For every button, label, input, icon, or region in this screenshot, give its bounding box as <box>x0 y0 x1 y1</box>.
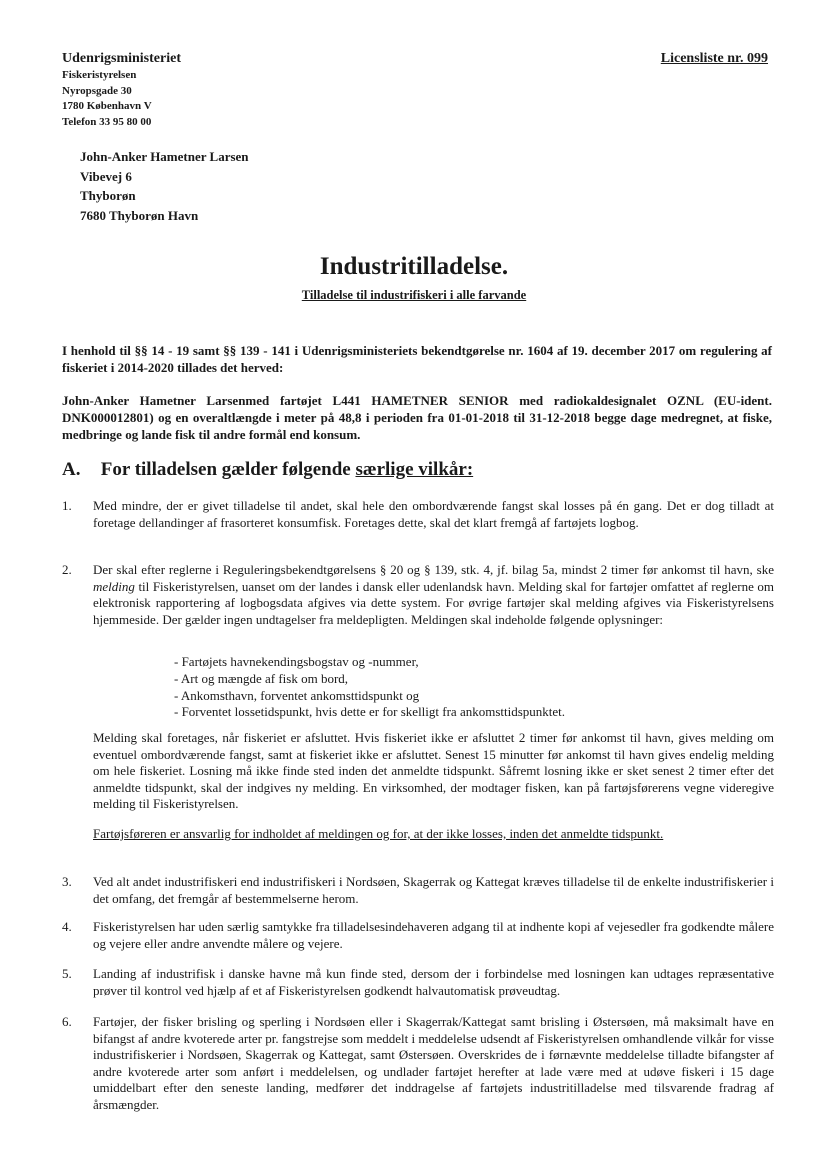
document-title: Industritilladelse. <box>319 253 509 280</box>
recipient-postal: 7680 Thyborøn Havn <box>80 207 199 223</box>
item-number: 3. <box>62 874 72 889</box>
item-text: Landing af industrifisk i danske havne må kun finde sted, dersom der i forbindelse med losningen kan udtages repræsentative prøver til kontrol ved hjælp af et af Fiskeristyrelsen godkendt halvautomatisk prøveudtag. <box>93 966 774 998</box>
sender-agency: Fiskeristyrelsen <box>62 69 137 81</box>
condition-item-3 <box>62 874 774 907</box>
item-2-paragraph-2: Melding skal foretages, når fiskeriet er afsluttet. Hvis fiskeriet ikke er afsluttet 2 timer før ankomst til havn, gives melding om eventuel ombordværende fangst, samt at fiskeriet ikke er afsluttet. Senest 15 minutter før ankomst til havn gives endelig melding om hele fiskeriet. Losning må ikke finde sted inden det anmeldte tidspunkt. Såfremt losning ikke er sket senest 2 timer efter det anmeldte tidspunkt, skal der indgives ny melding. En virksomhed, der modtager fisken, kan på fartøjsførerens vegne videregive melding til Fiskeristyrelsen. <box>93 730 774 811</box>
condition-item-6 <box>62 1014 774 1113</box>
item-number: 6. <box>62 1014 72 1029</box>
condition-item-4 <box>62 919 774 952</box>
condition-item-2 <box>62 562 774 628</box>
item-text: Ved alt andet industrifiskeri end industrifiskeri i Nordsøen, Skagerrak og Kattegat kræves tilladelse til de enkelte industrifiskerier i det omfang, det fremgår af bestemmelserne herom. <box>93 874 774 906</box>
section-title: For tilladelsen gælder følgende <box>100 459 351 480</box>
list-item: - Forventet lossetidspunkt, hvis dette er for skelligt fra ankomsttidspunktet. <box>174 704 566 720</box>
item-text <box>93 562 774 628</box>
section-heading <box>62 459 473 481</box>
condition-item-5 <box>62 966 774 999</box>
recipient-name: John-Anker Hametner Larsen <box>80 149 249 164</box>
section-title-underlined: særlige vilkår: <box>355 459 474 480</box>
list-item: - Ankomsthavn, forventet ankomsttidspunkt og <box>174 687 420 703</box>
recipient-address <box>80 147 249 225</box>
list-item: - Art og mængde af fisk om bord, <box>174 670 349 686</box>
sender-address <box>62 50 181 130</box>
section-letter: A. <box>62 459 81 480</box>
sender-street: Nyropsgade 30 <box>62 84 132 97</box>
sender-phone: Telefon 33 95 80 00 <box>62 115 152 128</box>
item-2-responsibility-note: Fartøjsføreren er ansvarlig for indholdet af meldingen og for, at der ikke losses, inden det anmeldte tidspunkt. <box>93 826 664 841</box>
recipient-town: Thyborøn <box>80 188 136 203</box>
sender-city: 1780 København V <box>62 100 152 112</box>
item-text-part: Der skal efter reglerne i Reguleringsbekendtgørelsens § 20 og § 139, stk. 4, jf. bilag 5a, mindst 2 timer før ankomst til havn, ske <box>93 562 774 577</box>
condition-item-1 <box>62 498 774 531</box>
document-subtitle: Tilladelse til industrifiskeri i alle farvande <box>301 288 527 302</box>
item-number: 4. <box>62 919 72 934</box>
item-text: Fartøjer, der fisker brisling og sperling i Nordsøen eller i Skagerrak/Kattegat samt brisling i Østersøen, må maksimalt have en bifangst af andre kvoterede arter pr. fangstrejse som meddelt i meddelelse udsendt af Fiskeristyrelsen omhandlende vilkår for visse industrifiskerier i Nordsøen, Skagerrak og Kattegat, samt Østersøen. Overskrides de i førnævnte meddelelse tilladte bifangster af andre kvoterede arter som anført i meddelelsen, og undlader fartøjet herefter at lade være med at udøve fiskeri i 15 dage umiddelbart efter den seneste landing, medfører det inddragelse af fartøjets industritilladelse med tilsvarende fradrag af årsmængder. <box>93 1014 774 1112</box>
notification-fields-list <box>174 654 565 721</box>
item-text-emphasis: melding <box>93 578 135 594</box>
recipient-street: Vibevej 6 <box>80 168 132 184</box>
item-text-part: til Fiskeristyrelsen, uanset om der landes i dansk eller udenlandsk havn. Melding skal for fartøjer omfattet af reglerne om elektronisk rapportering af logbogsdata afgives via dette system. For øvrige fartøjer skal melding afgives via Fiskeristyrelsens hjemmeside. Der gælder ingen undtagelser fra meldepligten. Meldingen skal indeholde følgende oplysninger: <box>93 578 774 627</box>
item-number: 1. <box>62 498 72 513</box>
sender-org: Udenrigsministeriet <box>62 51 181 66</box>
list-item: - Fartøjets havnekendingsbogstav og -nummer, <box>174 654 419 669</box>
item-number: 5. <box>62 966 72 981</box>
item-text: Fiskeristyrelsen har uden særlig samtykke fra tilladelsesindehaveren adgang til at indhente kopi af vejesedler fra godkendte målere og vejere eller andre anvendte målere og vejere. <box>93 919 774 951</box>
license-number: Licensliste nr. 099 <box>660 51 768 66</box>
item-number: 2. <box>62 562 72 577</box>
intro-paragraph: I henhold til §§ 14 - 19 samt §§ 139 - 141 i Udenrigsministeriets bekendtgørelse nr. 1604 af 19. december 2017 om regulering af fiskeriet i 2014-2020 tillades det herved: <box>62 343 772 375</box>
item-text: Med mindre, der er givet tilladelse til andet, skal hele den ombordværende fangst skal losses på én gang. Det er dog tilladt at foretage dellandinger af frasorteret konsumfisk. Foretages dette, skal det klart fremgå af fartøjets logbog. <box>93 498 774 530</box>
grant-paragraph: John-Anker Hametner Larsenmed fartøjet L441 HAMETNER SENIOR med radiokaldesignalet OZNL (EU-ident. DNK000012801) og en overaltlængde i meter på 48,8 i perioden fra 01-01-2018 til 31-12-2018 begge dage medregnet, at fiske, medbringe og lande fisk til andre formål end konsum. <box>62 393 772 442</box>
